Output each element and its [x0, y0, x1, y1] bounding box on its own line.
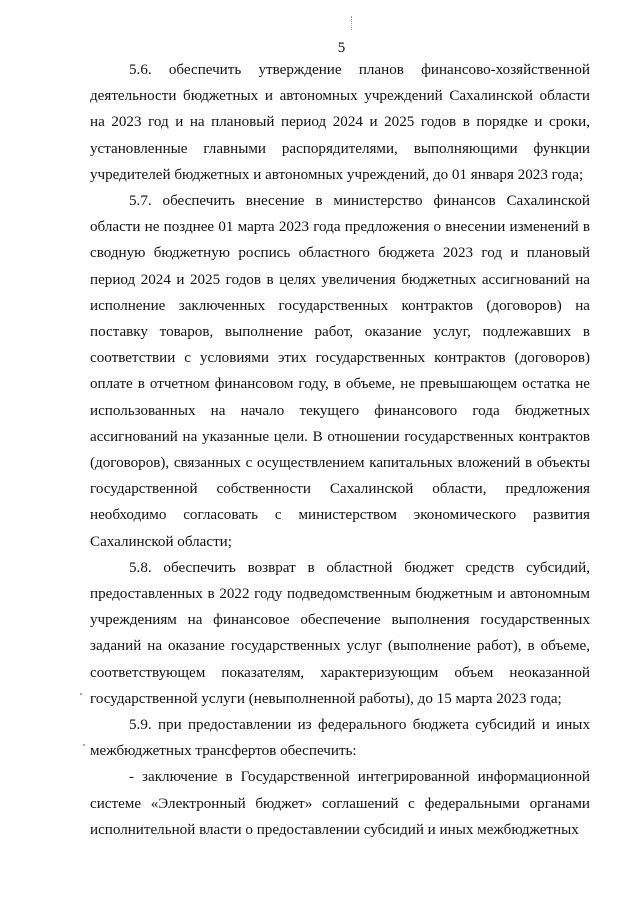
- paragraph-5-8: 5.8. обеспечить возврат в областной бюджет средств субсидий, предоставленных в 2022 году подведомственным бюджетным и автономным учреждениям на финансовое обеспечение выполнения государственных заданий на оказание государственных услуг (выполнение работ), в объеме, соответствующем показателям, характеризующим объем неоказанной государственной услуги (невыполненной работы), до 15 марта 2023 года;: [90, 559, 590, 707]
- page-number: 5: [337, 40, 346, 56]
- scan-artifact-dot: [83, 744, 85, 746]
- document-text: [90, 57, 590, 843]
- scan-artifact-dot: [80, 693, 82, 695]
- paragraph-5-9: 5.9. при предоставлении из федерального бюджета субсидий и иных межбюджетных трансфертов обеспечить:: [90, 717, 590, 760]
- paragraph-list-item: - заключение в Государственной интегрированной информационной системе «Электронный бюджет» соглашений с федеральными органами исполнительной власти о предоставлении субсидий и иных межбюджетных: [90, 769, 590, 838]
- paragraph-5-6: 5.6. обеспечить утверждение планов финансово-хозяйственной деятельности бюджетных и автономных учреждений Сахалинской области на 2023 год и на плановый период 2024 и 2025 годов в порядке и сроки, установленные главными распорядителями, выполняющими функции учредителей бюджетных и автономных учреждений, до 01 января 2023 года;: [90, 62, 590, 183]
- scan-artifact-mark: [351, 16, 353, 30]
- paragraph-5-7: 5.7. обеспечить внесение в министерство финансов Сахалинской области не позднее 01 марта 2023 года предложения о внесении изменений в сводную бюджетную роспись областного бюджета 2023 год и плановый период 2024 и 2025 годов в целях увеличения бюджетных ассигнований на исполнение заключенных государственных контрактов (договоров) на поставку товаров, выполнение работ, оказание услуг, подлежавших в соответствии с условиями этих государственных контрактов (договоров) оплате в отчетном финансовом году, в объеме, не превышающем остатка не использованных на начало текущего финансового года бюджетных ассигнований на указанные цели. В отношении государственных контрактов (договоров), связанных с осуществлением капитальных вложений в объекты государственной собственности Сахалинской области, предложения необходимо согласовать с министерством экономического развития Сахалинской области;: [90, 193, 590, 550]
